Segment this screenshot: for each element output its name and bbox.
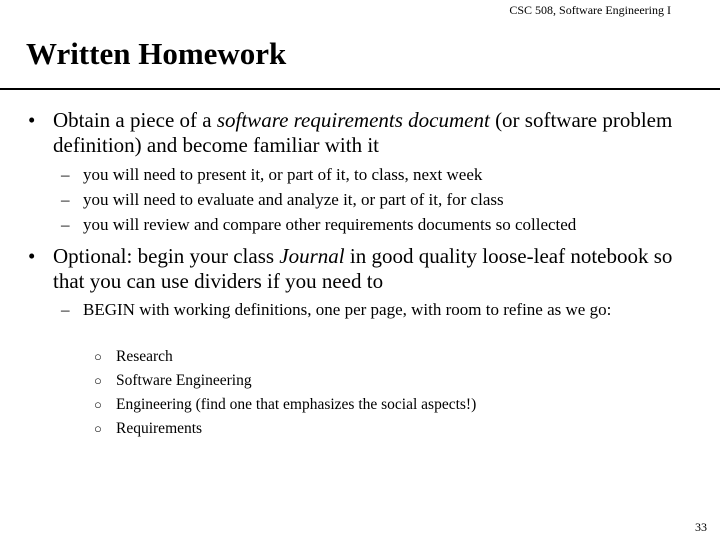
circle-bullet-icon: ○ [94,349,102,364]
sub-bullet [61,298,693,321]
circle-bullet-icon: ○ [94,373,102,388]
slide-title: Written Homework [26,36,287,71]
dash-marker: – [61,300,70,319]
bullet-text: in good quality loose-leaf notebook so that you can use dividers if you need to [53,244,673,293]
sub-bullet [61,188,703,211]
sub-bullet-text: you will need to evaluate and analyze it, or part of it, for class [83,190,504,209]
bullet-text: (or software problem definition) and become familiar with it [53,108,673,157]
slide-header: CSC 508, Software Engineering I [509,3,671,17]
bullet-journal [28,244,683,294]
definition-item [94,393,676,416]
dash-marker: – [61,165,70,184]
sub-bullet [61,163,703,186]
bullet-marker: • [28,244,36,268]
bullet-text: Obtain a piece of a [53,108,217,132]
bullet-emphasis: Journal [279,244,345,268]
definition-text: Research [116,348,173,365]
definition-text: Requirements [116,420,203,437]
sub-bullet [61,213,703,236]
definition-text: Engineering (find one that emphasizes the social aspects!) [116,396,477,413]
sub-bullet-text: you will need to present it, or part of it, to class, next week [83,165,483,184]
bullet-emphasis: software requirements document [216,108,490,132]
definition-item [94,369,676,392]
dash-marker: – [61,190,70,209]
circle-bullet-icon: ○ [94,397,102,412]
bullet-requirements-document [28,108,683,158]
definition-text: Software Engineering [116,372,252,389]
dash-marker: – [61,215,70,234]
sub-bullet-text: BEGIN with working definitions, one per page, with room to refine as we go: [83,300,612,319]
definition-item [94,345,676,368]
definition-item [94,417,676,440]
circle-bullet-icon: ○ [94,421,102,436]
sub-bullet-text: you will review and compare other requirements documents so collected [83,215,577,234]
page-number: 33 [695,520,707,534]
title-divider [0,88,720,90]
bullet-text: Optional: begin your class [53,244,280,268]
bullet-marker: • [28,108,36,132]
